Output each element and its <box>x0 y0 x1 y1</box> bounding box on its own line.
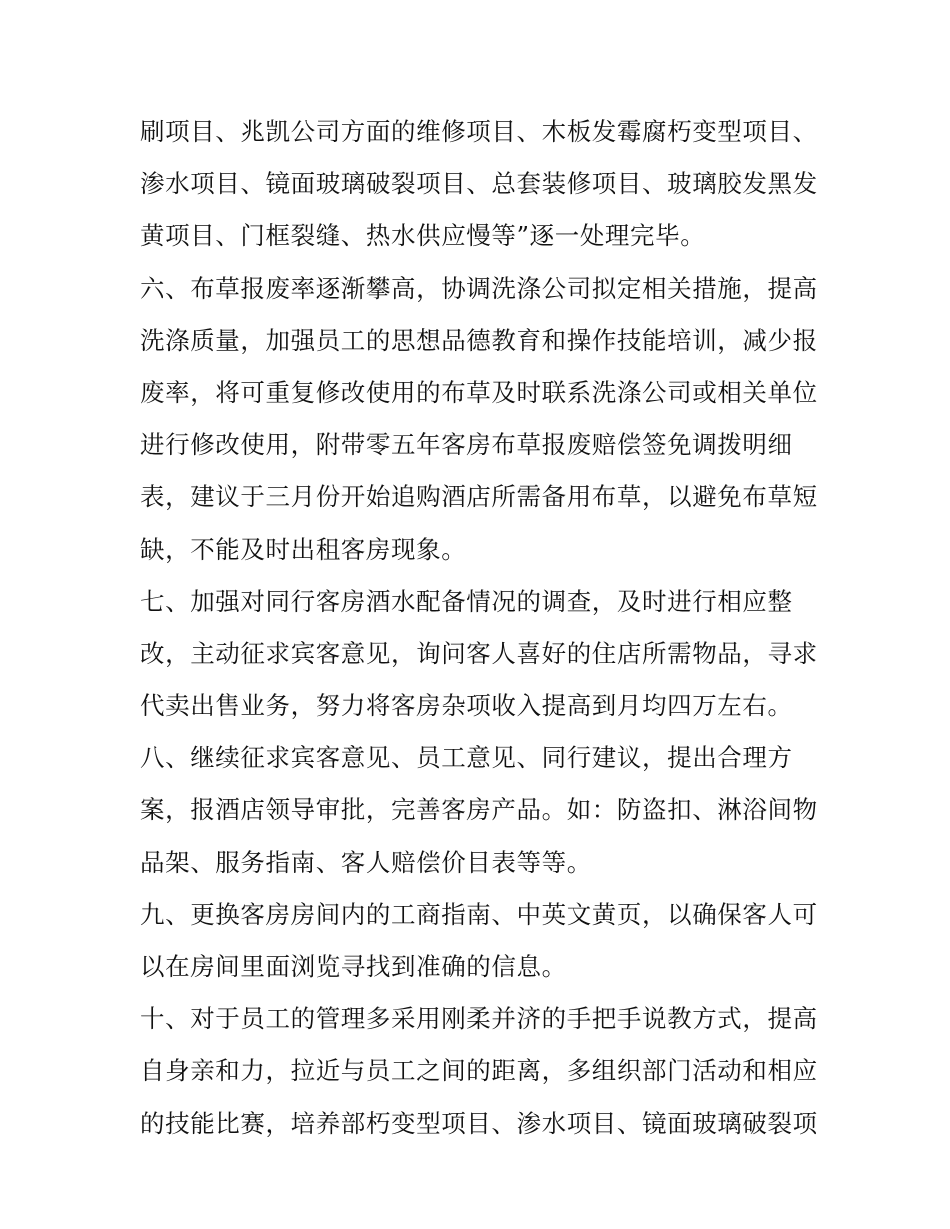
text-line: 品架、服务指南、客人赔偿价目表等等。 <box>140 847 592 877</box>
text-line: 洗涤质量，加强员工的思想品德教育和操作技能培训，减少报 <box>140 325 818 355</box>
text-line: 八、继续征求宾客意见、员工意见、同行建议，提出合理方 <box>140 743 793 773</box>
text-line: 黄项目、门框裂缝、热水供应慢等”逐一处理完毕。 <box>140 221 706 251</box>
text-line: 代卖出售业务，努力将客房杂项收入提高到月均四万左右。 <box>140 691 793 721</box>
text-line: 案，报酒店领导审批，完善客房产品。如：防盗扣、淋浴间物 <box>140 795 818 825</box>
text-line: 渗水项目、镜面玻璃破裂项目、总套装修项目、玻璃胶发黑发 <box>140 169 818 199</box>
text-line: 进行修改使用，附带零五年客房布草报废赔偿签免调拨明细 <box>140 430 793 460</box>
text-line: 自身亲和力，拉近与员工之间的距离，多组织部门活动和相应 <box>140 1056 818 1086</box>
text-line: 九、更换客房房间内的工商指南、中英文黄页，以确保客人可 <box>140 899 818 929</box>
text-line: 缺，不能及时出租客房现象。 <box>140 534 467 564</box>
text-line: 七、加强对同行客房酒水配备情况的调查，及时进行相应整 <box>140 586 793 616</box>
text-line: 的技能比赛，培养部朽变型项目、渗水项目、镜面玻璃破裂项 <box>140 1108 818 1138</box>
text-line: 刷项目、兆凯公司方面的维修项目、木板发霉腐朽变型项目、 <box>140 117 818 146</box>
document-body <box>140 106 820 1150</box>
text-line: 表，建议于三月份开始追购酒店所需备用布草，以避免布草短 <box>140 482 818 512</box>
text-line: 六、布草报废率逐渐攀高，协调洗涤公司拟定相关措施，提高 <box>140 273 818 303</box>
text-line: 以在房间里面浏览寻找到准确的信息。 <box>140 952 567 981</box>
text-line: 十、对于员工的管理多采用刚柔并济的手把手说教方式，提高 <box>140 1004 818 1034</box>
text-line: 改，主动征求宾客意见，询问客人喜好的住店所需物品，寻求 <box>140 638 818 668</box>
text-line: 废率，将可重复修改使用的布草及时联系洗涤公司或相关单位 <box>140 377 818 407</box>
